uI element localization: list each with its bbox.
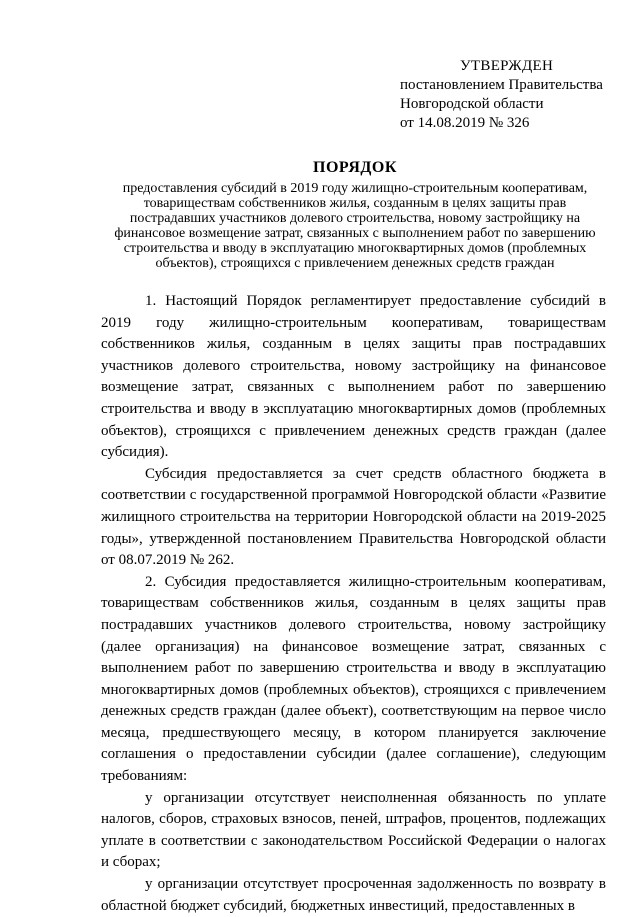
paragraph-5: у организации отсутствует просроченная задолженность по возврату в областной бюджет субсидий, бюджетных инвестиций, предоставленных в [101, 876, 606, 914]
paragraph-3: 2. Субсидия предоставляется жилищно-строительным кооперативам, товариществам собственников жилья, созданным в целях защиты прав пострадавших участников долевого строительства, новому застройщику (далее организация) на финансовое возмещение затрат, связанных с выполнением работ по завершению строительства и вводу в эксплуатацию многоквартирных домов (проблемных объектов), строящихся с привлечением денежных средств граждан (далее объект), соответствующим на первое число месяца, предшествующего месяцу, в котором планируется заключение соглашения о предоставлении субсидии (далее соглашение), следующим требованиям: [101, 573, 606, 785]
document-subtitle: предоставления субсидий в 2019 году жилищно-строительным кооперативам, товариществам собственников жилья, созданным в целях защиты прав пострадавших участников долевого строительства, новому застройщику на финансовое возмещение затрат, связанных с выполнением работ по завершению строительства и вводу в эксплуатацию многоквартирных домов (проблемных объектов), строящихся с привлечением денежных средств граждан [114, 181, 596, 271]
approval-heading: УТВЕРЖДЕН [460, 58, 554, 74]
approval-line-3: от 14.08.2019 № 326 [400, 115, 530, 131]
document-body [101, 291, 606, 917]
approval-line-2: Новгородской области [400, 96, 544, 112]
document-title: ПОРЯДОК [313, 159, 397, 176]
paragraph-1: 1. Настоящий Порядок регламентирует предоставление субсидий в 2019 году жилищно-строительным кооперативам, товариществам собственников жилья, созданным в целях защиты прав пострадавших участников долевого строительства, новому застройщику на финансовое возмещение затрат, связанных с выполнением работ по завершению строительства и вводу в эксплуатацию многоквартирных домов (проблемных объектов), строящихся с привлечением денежных средств граждан (далее субсидия). [101, 293, 606, 461]
approval-stamp [400, 57, 625, 133]
paragraph-2: Субсидия предоставляется за счет средств областного бюджета в соответствии с государственной программой Новгородской области «Развитие жилищного строительства на территории Новгородской области на 2019-2025 годы», утвержденной постановлением Правительства Новгородской области от 08.07.2019 № 262. [101, 465, 606, 569]
paragraph-4: у организации отсутствует неисполненная обязанность по уплате налогов, сборов, страховых взносов, пеней, штрафов, процентов, подлежащих уплате в соответствии с законодательством Российской Федерации о налогах и сборах; [101, 789, 606, 871]
approval-line-1: постановлением Правительства [400, 77, 603, 93]
